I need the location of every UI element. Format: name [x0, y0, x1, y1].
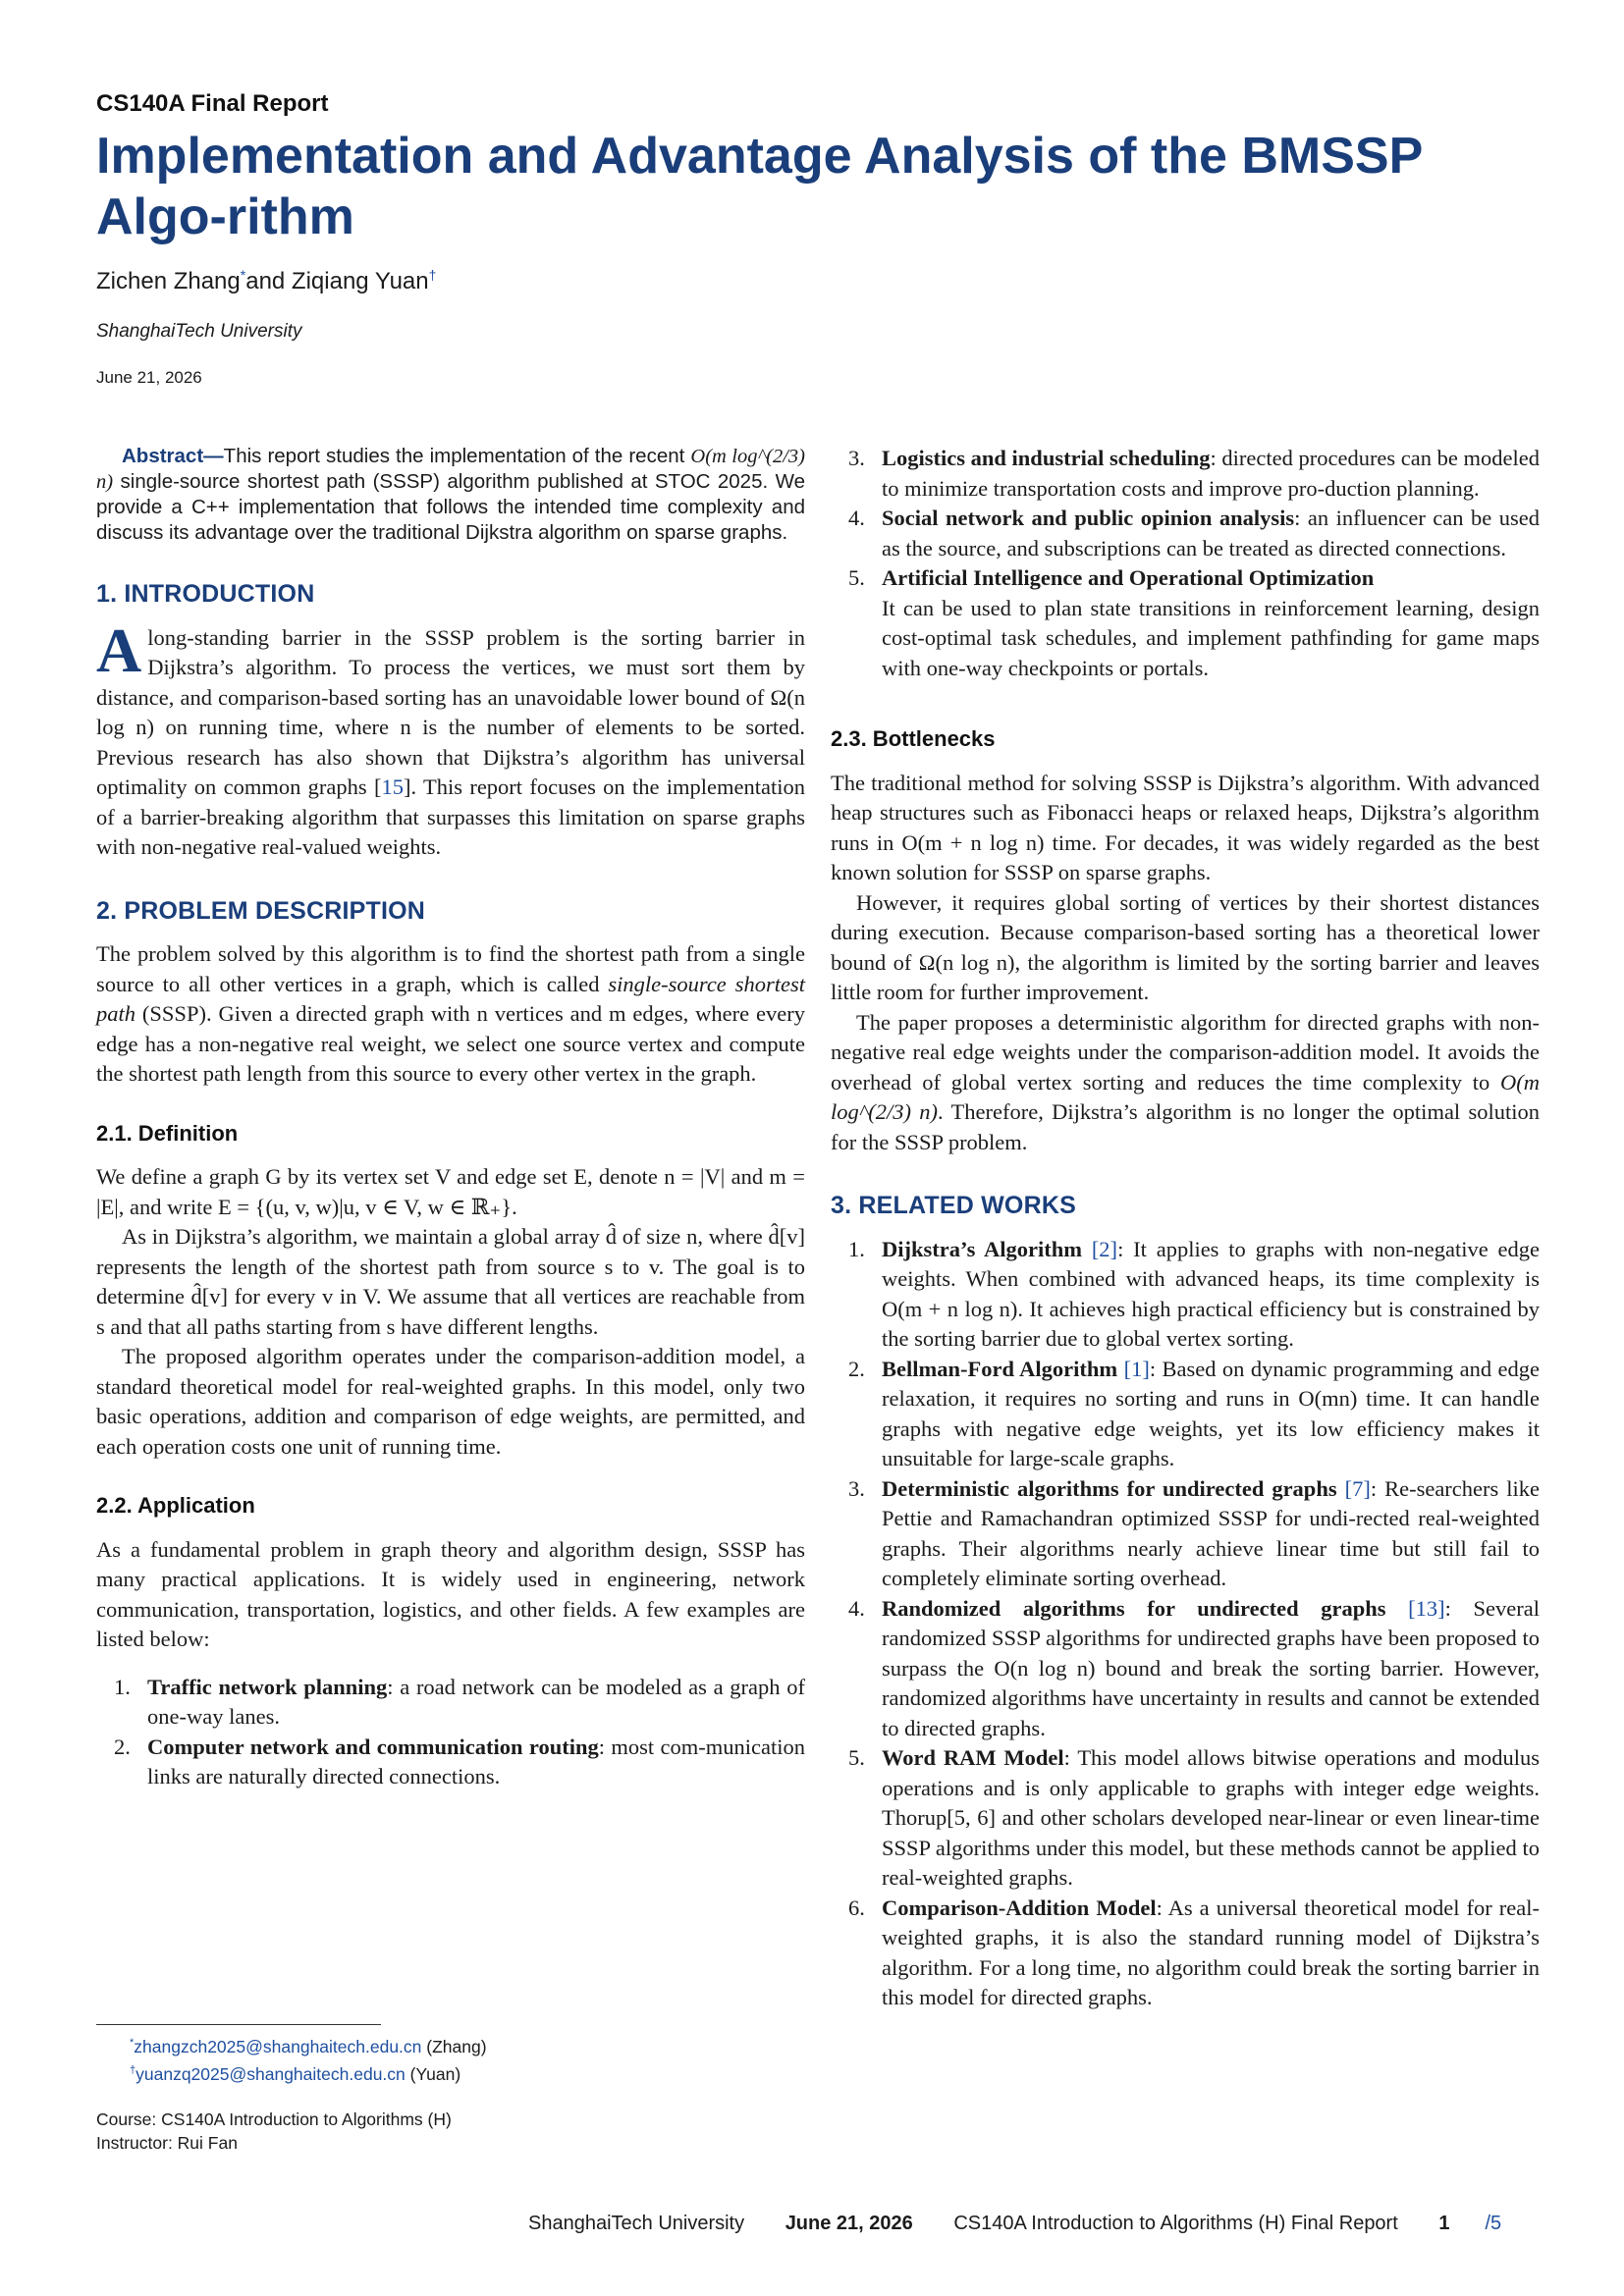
intro-text-a: long-standing barrier in the SSSP problem is the sorting barrier in Dijkstra’s algorithm. To process the vertices, we must sort them by distance, and comparison-based sorting has an unavoidable lower bound of Ω(n log n) on running time, where n is the number of elements to be sorted. Previous research has also shown that Dijkstra’s algorithm has universal optimality on common graphs [ — [96, 624, 805, 799]
affiliation: ShanghaiTech University — [96, 321, 302, 342]
list-item — [96, 1733, 805, 1792]
paper-header — [96, 90, 1530, 388]
list-item-text: It can be used to plan state transitions in reinforcement learning, design cost-optimal task schedules, and implement pathfinding for game maps with one-way checkpoints or portals. — [882, 595, 1540, 680]
footnote-mark: * — [130, 2037, 135, 2049]
list-item-title: Dijkstra’s Algorithm — [882, 1236, 1082, 1261]
list-item-text: : This model allows bitwise operations and modulus operations and is only applicable to graphs with integer edge weights. Thorup[5, 6] and other scholars developed near-linear or even linear-time SSSP algorithms under this model, but these methods cannot be applied to real-weighted graphs. — [882, 1745, 1540, 1890]
author-2-footnote-mark[interactable]: † — [428, 267, 437, 283]
list-item-title: Logistics and industrial scheduling — [882, 446, 1211, 470]
abstract-text-b: single-source shortest path (SSSP) algorithm published at STOC 2025. We provide a C++ implementation that follows the intended time complexity and discuss its advantage over the traditional Dijkstra algorithm on sparse graphs. — [96, 470, 806, 544]
intro-text-b: ]. This report focuses on the implementation of a barrier-breaking algorithm that surpasses this limitation on sparse graphs with non-negative real-valued weights. — [96, 774, 805, 859]
list-item — [831, 1235, 1540, 1355]
citation-link[interactable]: [1] — [1123, 1356, 1150, 1381]
citation-link[interactable]: [2] — [1091, 1236, 1118, 1261]
abstract-complexity: O(m log^(2/3) n) — [96, 446, 805, 493]
list-item-title: Word RAM Model — [882, 1745, 1064, 1770]
list-number: 1. — [114, 1674, 131, 1699]
footer-university: ShanghaiTech University — [528, 2213, 745, 2234]
paper-title: Implementation and Advantage Analysis of the BMSSP Algo-rithm — [96, 128, 1423, 245]
list-number: 1. — [848, 1236, 865, 1261]
list-item-title: Bellman-Ford Algorithm — [882, 1356, 1118, 1381]
intro-paragraph — [96, 614, 805, 863]
list-number: 4. — [848, 1595, 865, 1621]
problem-text-a: The problem solved by this algorithm is to find the shortest path from a single source to all other vertices in a graph, which is called — [96, 941, 805, 996]
section-heading-related-works: 3. RELATED WORKS — [831, 1192, 1076, 1219]
application-list-part-2 — [831, 444, 1540, 683]
problem-text-b: (SSSP). Given a directed graph with n vertices and m edges, where every edge has a non-negative real weight, we select one source vertex and compute the shortest path length from this source to every other vertex in the graph. — [96, 1001, 805, 1086]
email-link[interactable]: yuanzq2025@shanghaitech.edu.cn — [135, 2063, 406, 2084]
abstract-text-a: This report studies the implementation of the recent — [223, 445, 685, 467]
subsection-heading-definition: 2.1. Definition — [96, 1120, 239, 1146]
publication-date: June 21, 2026 — [96, 368, 202, 387]
section-heading-problem: 2. PROBLEM DESCRIPTION — [96, 896, 425, 925]
course-label: CS140A Final Report — [96, 90, 329, 117]
citation-link[interactable]: 15 — [381, 774, 404, 799]
right-column — [831, 444, 1540, 2013]
list-item-text: : most com-munication links are naturally directed connections. — [147, 1734, 805, 1789]
list-number: 3. — [848, 1475, 865, 1501]
footer-date: June 21, 2026 — [785, 2213, 913, 2234]
list-number: 4. — [848, 506, 865, 530]
list-number: 5. — [848, 1745, 865, 1770]
footnotes — [96, 2024, 805, 2155]
list-item — [831, 563, 1540, 683]
list-number: 6. — [848, 1895, 865, 1920]
footer-page-total-link[interactable]: /5 — [1485, 2213, 1502, 2234]
list-item — [831, 1594, 1540, 1744]
definition-paragraph-1: We define a graph G by its vertex set V and edge set E, denote n = |V| and m = |E|, and write E = {(u, v, w)|u, v ∈ V, w ∈ ℝ₊}. — [96, 1164, 805, 1219]
list-item-text: : Re-searchers like Pettie and Ramachandran optimized SSSP for undi-rected real-weighted graphs. Their algorithms nearly achieve linear time but still fail to completely eliminate sorting overhead. — [882, 1475, 1541, 1590]
page-footer — [528, 2213, 1549, 2235]
citation-link[interactable]: [7] — [1344, 1475, 1371, 1501]
list-number: 2. — [848, 1356, 865, 1381]
footnote-mark: † — [130, 2063, 136, 2076]
abstract-label: Abstract— — [122, 445, 224, 467]
bottlenecks-paragraph-1: The traditional method for solving SSSP is Dijkstra’s algorithm. With advanced heap structures such as Fibonacci heaps or relaxed heaps, Dijkstra’s algorithm runs in O(m + n log n) time. For decades, it was widely regarded as the best known solution for SSSP on sparse graphs. — [831, 770, 1540, 884]
drop-cap: A — [96, 614, 142, 685]
list-item-title: Computer network and communication routing — [147, 1734, 599, 1759]
bottlenecks-complexity: O(m log^(2/3) n) — [831, 1069, 1540, 1124]
problem-paragraph — [96, 939, 805, 1090]
footnote-2 — [96, 2058, 805, 2086]
subsection-heading-bottlenecks: 2.3. Bottlenecks — [831, 726, 996, 751]
course-line: Course: CS140A Introduction to Algorithms (H) — [96, 2109, 452, 2129]
bottlenecks-text-b: . Therefore, Dijkstra’s algorithm is no longer the optimal solution for the SSSP problem. — [831, 1099, 1540, 1154]
bottlenecks-paragraph-3 — [831, 1008, 1540, 1158]
list-item — [96, 1673, 805, 1733]
list-item-text: : a road network can be modeled as a graph of one-way lanes. — [147, 1674, 805, 1729]
application-paragraph: As a fundamental problem in graph theory and algorithm design, SSSP has many practical applications. It is widely used in engineering, network communication, transportation, logistics, and other fields. A few examples are listed below: — [96, 1536, 805, 1651]
footnote-name: (Yuan) — [405, 2063, 461, 2084]
list-item-title: Artificial Intelligence and Operational Optimization — [882, 565, 1375, 590]
abstract — [96, 444, 805, 546]
email-link[interactable]: zhangzch2025@shanghaitech.edu.cn — [134, 2036, 422, 2056]
list-item-text: : directed procedures can be modeled to minimize transportation costs and improve pro-duction planning. — [882, 446, 1541, 501]
citation-link[interactable]: [13] — [1408, 1595, 1445, 1621]
bottlenecks-paragraph-2: However, it requires global sorting of vertices by their shortest distances during execution. Because comparison-based sorting has a theoretical lower bound of Ω(n log n), the algorithm is limited by the sorting barrier and leaves little room for further improvement. — [831, 889, 1540, 1004]
list-item-title: Social network and public opinion analysis — [882, 506, 1295, 530]
footnote-name: (Zhang) — [421, 2036, 487, 2056]
list-item — [831, 1355, 1540, 1474]
course-info — [96, 2108, 805, 2155]
definition-paragraph-3: The proposed algorithm operates under the comparison-addition model, a standard theoretical model for real-weighted graphs. In this model, only two basic operations, addition and comparison of edge weights, are permitted, and each operation costs one unit of running time. — [96, 1344, 805, 1459]
list-item-title: Traffic network planning — [147, 1674, 388, 1699]
footer-page-number: 1 — [1438, 2213, 1450, 2234]
list-item-text: : an influencer can be used as the source, and subscriptions can be treated as directed connections. — [882, 506, 1541, 561]
footnote-rule — [96, 2024, 381, 2025]
list-number: 5. — [848, 565, 865, 590]
instructor-line: Instructor: Rui Fan — [96, 2132, 238, 2153]
list-item — [831, 444, 1540, 504]
list-number: 2. — [114, 1734, 131, 1759]
list-item-title: Comparison-Addition Model — [882, 1895, 1157, 1920]
application-list-part-1 — [96, 1673, 805, 1792]
list-number: 3. — [848, 446, 865, 470]
subsection-heading-application: 2.2. Application — [96, 1493, 255, 1518]
list-item — [831, 1474, 1540, 1594]
list-item-text: : Based on dynamic programming and edge relaxation, it requires no sorting and runs in O(mn) time. It can handle graphs with negative edge weights, yet its low efficiency makes it unsuitable for large-scale graphs. — [882, 1356, 1540, 1470]
list-item-title: Randomized algorithms for undirected graphs — [882, 1595, 1386, 1621]
footnote-1 — [96, 2031, 805, 2058]
left-column — [96, 444, 805, 1792]
list-item — [831, 504, 1540, 563]
author-2: and Ziqiang Yuan — [245, 268, 429, 294]
section-heading-introduction: 1. INTRODUCTION — [96, 580, 315, 608]
list-item — [831, 1743, 1540, 1894]
footer-report-title: CS140A Introduction to Algorithms (H) Final Report — [953, 2213, 1398, 2234]
list-item-text: : It applies to graphs with non-negative edge weights. When combined with advanced heaps, its time complexity is O(m + n log n). It achieves high practical efficiency but is constrained by the sorting barrier due to global vertex sorting. — [882, 1236, 1540, 1351]
list-item-title: Deterministic algorithms for undirected graphs — [882, 1475, 1337, 1501]
list-item-text: : Several randomized SSSP algorithms for undirected graphs have been proposed to surpass the O(n log n) bound and break the sorting barrier. However, randomized algorithms have uncertainty in results and cannot be extended to directed graphs. — [882, 1595, 1540, 1740]
author-line — [96, 267, 1530, 295]
author-1-footnote-mark[interactable]: * — [240, 267, 246, 283]
related-works-list — [831, 1235, 1540, 2013]
problem-term: single-source shortest path — [96, 971, 806, 1026]
author-1: Zichen Zhang — [96, 268, 241, 294]
definition-paragraph-2: As in Dijkstra’s algorithm, we maintain a global array d̂ of size n, where d̂[v] represents the length of the shortest path from source s to v. The goal is to determine d̂[v] for every v in V. We assume that all vertices are reachable from s and that all paths starting from s have different lengths. — [96, 1224, 805, 1339]
list-item-text: : As a universal theoretical model for real-weighted graphs, it is also the standard running model of Dijkstra’s algorithm. For a long time, no algorithm could break the sorting barrier in this model for directed graphs. — [882, 1895, 1540, 2009]
bottlenecks-text-a: The paper proposes a deterministic algorithm for directed graphs with non-negative real edge weights under the comparison-addition model. It avoids the overhead of global vertex sorting and reduces the time complexity to — [831, 1009, 1540, 1095]
list-item — [831, 1894, 1540, 2013]
